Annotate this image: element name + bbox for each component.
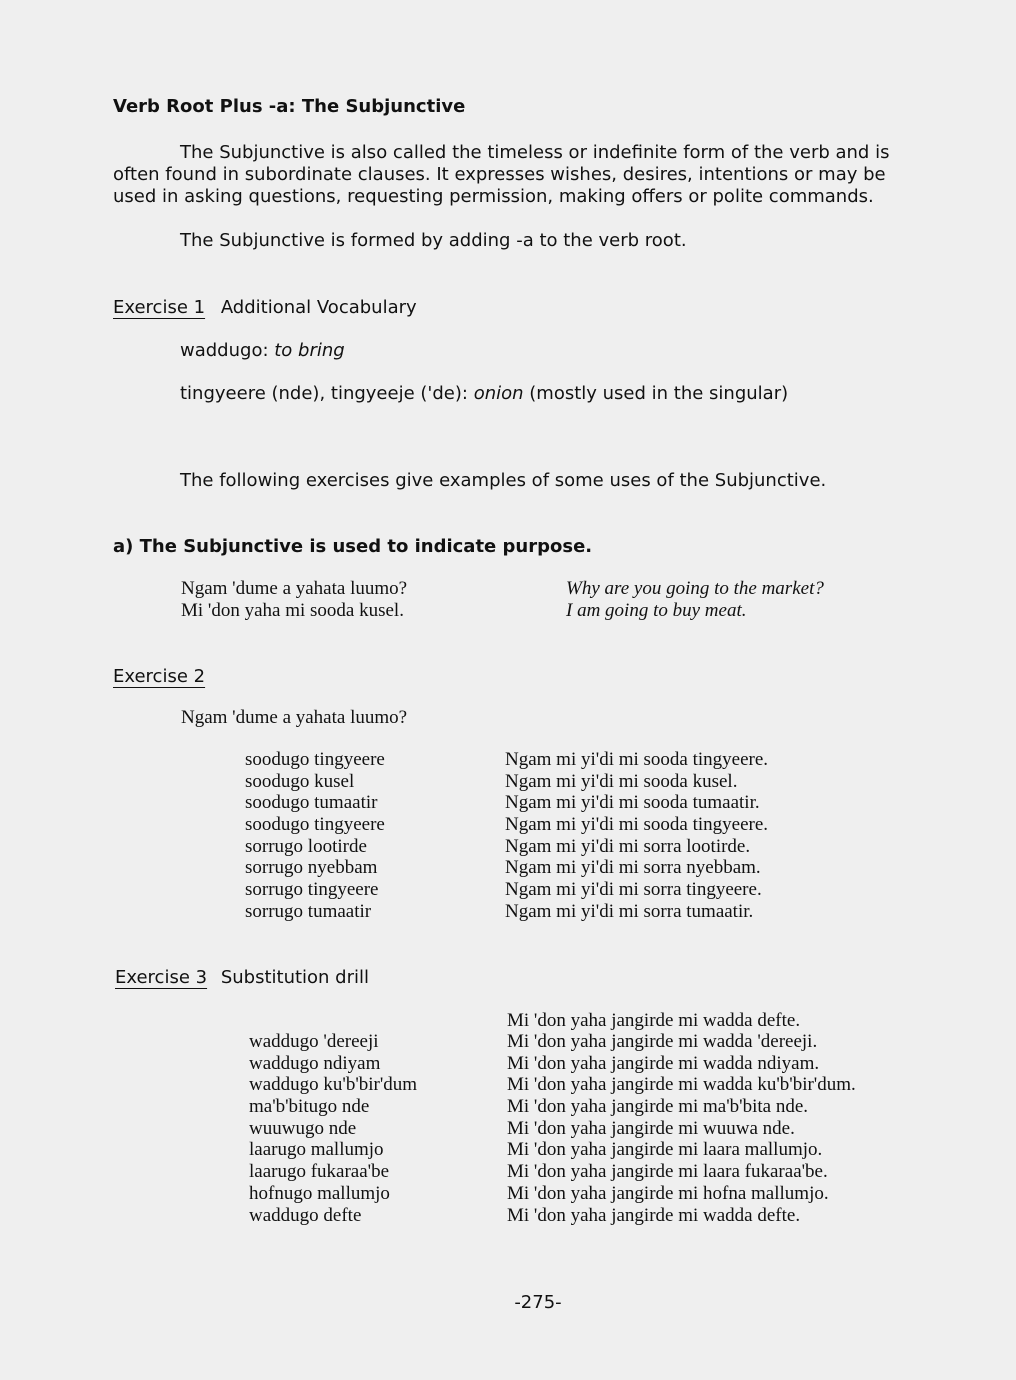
- vocab-item: [180, 340, 345, 362]
- response-item: Mi 'don yaha jangirde mi wadda ndiyam.: [507, 1052, 820, 1074]
- exercise-3-label: Exercise 3: [115, 967, 208, 988]
- exercise-3-cues: [249, 1031, 417, 1226]
- response-item: Mi 'don yaha jangirde mi ma'b'bita nde.: [507, 1096, 809, 1118]
- following-text: The following exercises give examples of some uses of the Subjunctive.: [180, 470, 827, 491]
- page-title: Verb Root Plus -a: The Subjunctive: [113, 96, 466, 117]
- cue-item: laarugo mallumjo: [249, 1139, 384, 1161]
- vocab-word: tingyeere (nde), tingyeeje ('de):: [180, 383, 468, 404]
- response-item: Ngam mi yi'di mi sooda tumaatir.: [505, 792, 760, 814]
- vocab-word: waddugo:: [180, 340, 269, 361]
- example-fula-line: Ngam 'dume a yahata luumo?: [181, 578, 408, 599]
- exercise-2-cues: [245, 749, 385, 923]
- response-item: Mi 'don yaha jangirde mi wadda ku'b'bir'dum.: [507, 1074, 856, 1096]
- cue-item: hofnugo mallumjo: [249, 1182, 390, 1204]
- response-item: Mi 'don yaha jangirde mi wuuwa nde.: [507, 1117, 795, 1139]
- response-item: Ngam mi yi'di mi sorra tingyeere.: [505, 879, 762, 901]
- response-item: Mi 'don yaha jangirde mi wadda defte.: [507, 1204, 801, 1226]
- cue-item: sorrugo nyebbam: [245, 857, 378, 879]
- response-item: Ngam mi yi'di mi sorra nyebbam.: [505, 857, 761, 879]
- vocab-item: [180, 383, 788, 405]
- exercise-2-responses: [505, 749, 768, 923]
- example-fula-line: Mi 'don yaha mi sooda kusel.: [181, 599, 404, 621]
- response-item: Mi 'don yaha jangirde mi laara mallumjo.: [507, 1139, 823, 1161]
- cue-item: soodugo tumaatir: [245, 792, 378, 814]
- response-item: Mi 'don yaha jangirde mi hofna mallumjo.: [507, 1182, 829, 1204]
- intro-text-1: The Subjunctive is also called the timeless or indefinite form of the verb and is often found in subordinate clauses. It expresses wishes, desires, intentions or may be used in asking questions, requesting permission, making offers or polite commands.: [113, 142, 890, 207]
- cue-item: soodugo tingyeere: [245, 749, 385, 770]
- exercise-1-label: Exercise 1: [113, 297, 206, 318]
- response-item: Ngam mi yi'di mi sorra lootirde.: [505, 835, 751, 857]
- cue-item: waddugo defte: [249, 1204, 362, 1226]
- cue-item: sorrugo tumaatir: [245, 900, 372, 922]
- response-item: Ngam mi yi'di mi sooda kusel.: [505, 770, 738, 792]
- cue-item: ma'b'bitugo nde: [249, 1096, 370, 1118]
- exercise-2-label: Exercise 2: [113, 666, 206, 687]
- response-item: Ngam mi yi'di mi sorra tumaatir.: [505, 900, 754, 922]
- cue-item: laarugo fukaraa'be: [249, 1161, 390, 1183]
- intro-paragraph-2: The Subjunctive is formed by adding -a to the verb root.: [180, 230, 687, 251]
- response-item: Mi 'don yaha jangirde mi wadda 'dereeji.: [507, 1031, 818, 1052]
- example-fula: [181, 578, 407, 621]
- example-english: [566, 578, 824, 621]
- vocab-note: (mostly used in the singular): [529, 383, 789, 404]
- response-item: Ngam mi yi'di mi sooda tingyeere.: [505, 814, 769, 836]
- intro-paragraph-1: [113, 142, 933, 208]
- exercise-3-title: Substitution drill: [220, 967, 370, 988]
- section-a-heading: a) The Subjunctive is used to indicate purpose.: [113, 536, 593, 557]
- cue-item: sorrugo lootirde: [245, 835, 367, 857]
- exercise-1-heading: [113, 297, 417, 318]
- vocab-gloss: onion: [473, 383, 524, 404]
- cue-item: soodugo tingyeere: [245, 814, 385, 836]
- exercise-2-heading: [113, 666, 205, 687]
- cue-item: waddugo ndiyam: [249, 1052, 381, 1074]
- exercise-1-title: Additional Vocabulary: [220, 297, 417, 318]
- cue-item: waddugo ku'b'bir'dum: [249, 1074, 418, 1096]
- exercise-2-prompt: Ngam 'dume a yahata luumo?: [181, 707, 408, 728]
- cue-item: sorrugo tingyeere: [245, 879, 379, 901]
- cue-item: waddugo 'dereeji: [249, 1031, 379, 1052]
- example-english-line: Why are you going to the market?: [566, 578, 824, 599]
- page-number: -275-: [514, 1292, 562, 1313]
- cue-item: wuuwugo nde: [249, 1117, 357, 1139]
- exercise-3-model: Mi 'don yaha jangirde mi wadda defte.: [507, 1010, 801, 1031]
- exercise-3-responses: [507, 1031, 856, 1226]
- exercise-3-heading: [115, 967, 369, 988]
- example-english-line: I am going to buy meat.: [566, 599, 747, 621]
- response-item: Mi 'don yaha jangirde mi laara fukaraa'be.: [507, 1161, 828, 1183]
- cue-item: soodugo kusel: [245, 770, 355, 792]
- vocab-gloss: to bring: [274, 340, 345, 361]
- response-item: Ngam mi yi'di mi sooda tingyeere.: [505, 749, 769, 770]
